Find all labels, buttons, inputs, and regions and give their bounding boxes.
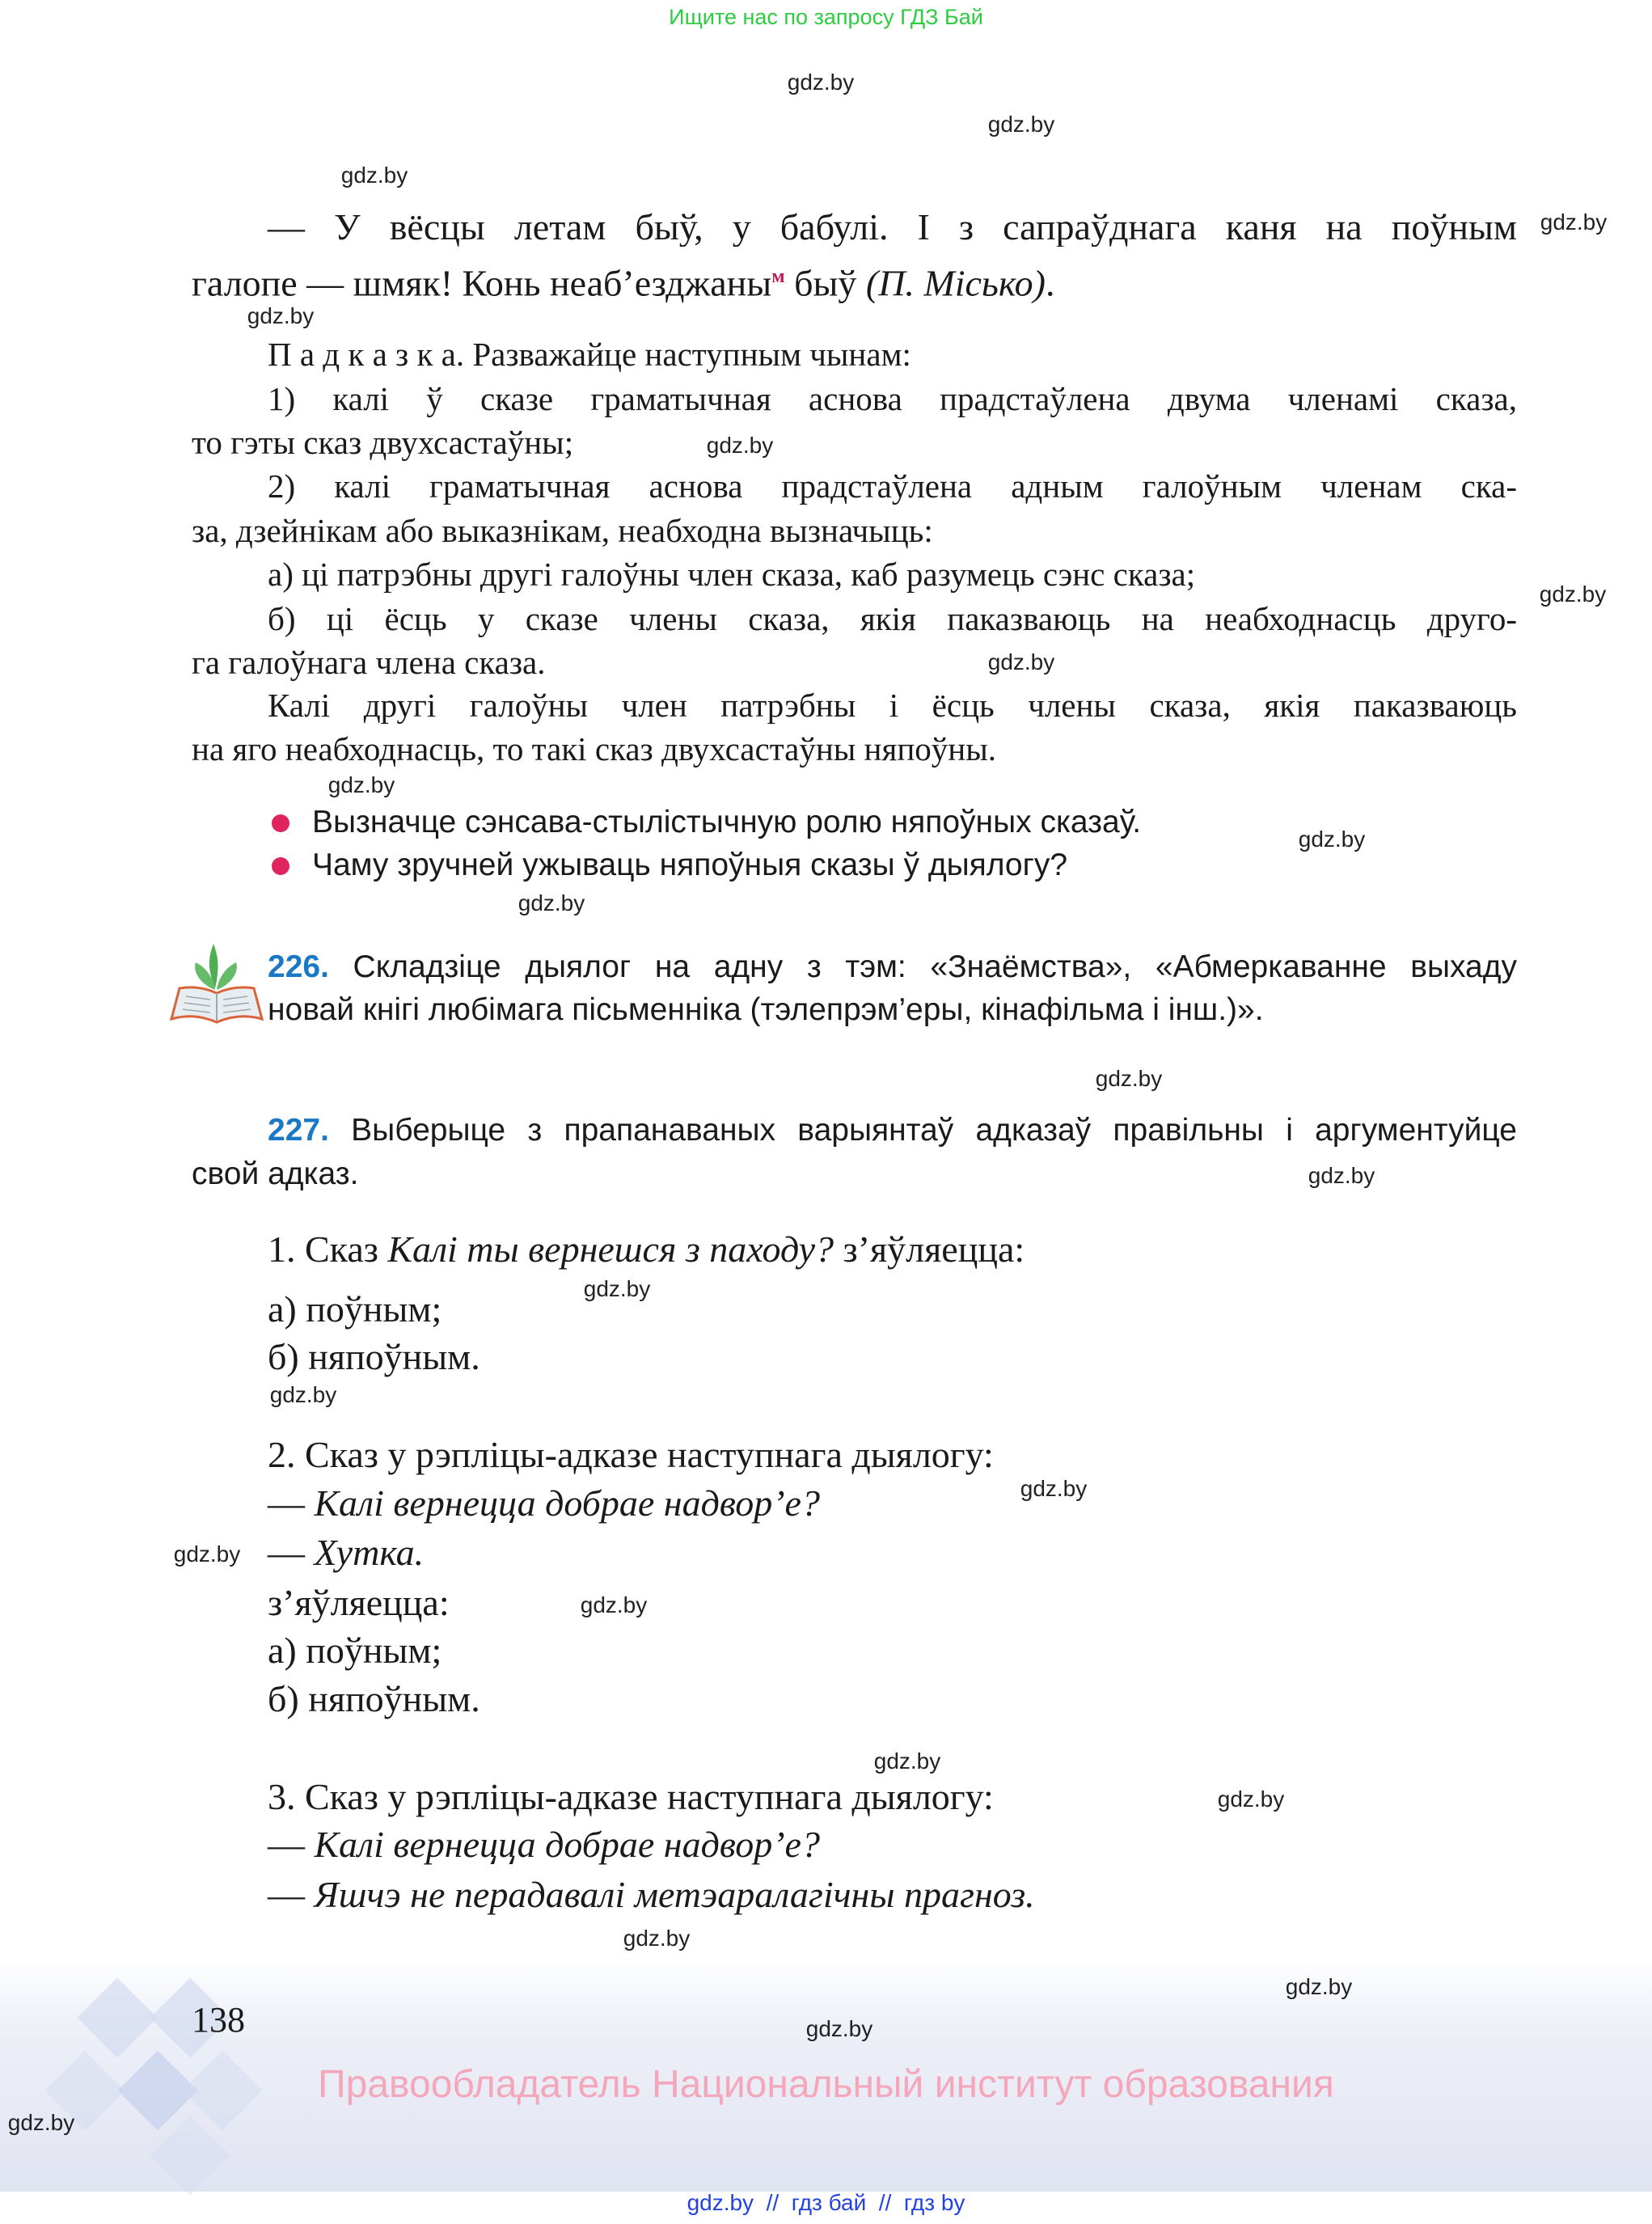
dash: — bbox=[268, 1482, 315, 1524]
watermark: gdz.by bbox=[518, 890, 585, 915]
quote-author: (П. Місько) bbox=[865, 262, 1046, 304]
book-sprout-icon bbox=[168, 940, 265, 1024]
task-sentence: Калі ты вернешся з паходу? bbox=[387, 1228, 834, 1270]
task-text: з’яўляецца: bbox=[834, 1228, 1025, 1270]
watermark: gdz.by bbox=[1298, 827, 1366, 852]
watermark: gdz.by bbox=[1217, 1786, 1285, 1812]
task-2-option-b[interactable]: б) няпоўным. bbox=[268, 1678, 480, 1719]
footer-links[interactable]: gdz.by // гдз бай // гдз by bbox=[687, 2190, 965, 2215]
question-text: Чаму зручней ужываць няпоўныя сказы ў дыялогу? bbox=[312, 848, 1068, 882]
dash: — bbox=[268, 1532, 315, 1573]
watermark: gdz.by bbox=[580, 1592, 648, 1617]
task-2-option-a[interactable]: а) поўным; bbox=[268, 1630, 442, 1671]
watermark: gdz.by bbox=[269, 1382, 337, 1407]
task-1 bbox=[268, 1225, 1593, 1274]
task-2: 2. Сказ у рэпліцы-адказе наступнага дыялогу: bbox=[268, 1434, 994, 1475]
task-3-dialog-line bbox=[268, 1820, 1593, 1869]
watermark: gdz.by bbox=[327, 772, 395, 797]
exercise-226 bbox=[268, 945, 1517, 989]
watermark: gdz.by bbox=[1540, 209, 1608, 235]
task-1-option-b[interactable]: б) няпоўным. bbox=[268, 1336, 480, 1377]
watermark: gdz.by bbox=[706, 433, 774, 458]
hint-line: 2) калі граматычная аснова прадстаўлена адным галоўным членам ска- bbox=[268, 467, 1517, 505]
watermark: gdz.by bbox=[987, 649, 1055, 674]
copyright-notice: Правообладатель Национальный институт образования bbox=[318, 2063, 1334, 2106]
dialog-question: Калі вернецца добрае надвор’е? bbox=[314, 1824, 820, 1865]
quote-text: . bbox=[1045, 262, 1055, 304]
dialog-question: Калі вернецца добрае надвор’е? bbox=[314, 1482, 820, 1524]
task-1-option-a[interactable]: а) поўным; bbox=[268, 1288, 442, 1330]
quote-line-1: — У вёсцы летам быў, у бабулі. І з сапраўднага каня на поўным bbox=[268, 206, 1517, 247]
task-2-verb: з’яўляецца: bbox=[268, 1582, 450, 1623]
watermark: gdz.by bbox=[7, 2110, 75, 2135]
dialog-answer: Яшчэ не перадавалі метэаралагічны прагноз. bbox=[314, 1874, 1035, 1915]
hint-line: то гэты сказ двухсастаўны; bbox=[192, 424, 574, 461]
watermark: gdz.by bbox=[1539, 581, 1607, 607]
watermark: gdz.by bbox=[987, 112, 1055, 137]
watermark: gdz.by bbox=[805, 2016, 873, 2041]
watermark: gdz.by bbox=[1285, 1974, 1353, 1999]
hint-line: на яго неабходнасць, то такі сказ двухсастаўны няпоўны. bbox=[192, 730, 997, 767]
question-item bbox=[312, 801, 1242, 844]
exercise-227 bbox=[268, 1109, 1517, 1152]
task-2-dialog-line bbox=[268, 1528, 543, 1577]
decor-diamond bbox=[150, 2116, 230, 2196]
task-3: 3. Сказ у рэпліцы-адказе наступнага дыялогу: bbox=[268, 1776, 994, 1817]
decor-diamond bbox=[78, 1978, 158, 2058]
hint-label: П а д к а з к а. bbox=[268, 336, 465, 373]
bullet-icon bbox=[272, 814, 289, 832]
hint-text: Разважайце наступным чынам: bbox=[464, 336, 911, 373]
watermark: gdz.by bbox=[623, 1926, 691, 1951]
question-item bbox=[312, 844, 1242, 887]
hint-heading bbox=[192, 332, 1517, 376]
dash: — bbox=[268, 1824, 315, 1865]
hint-line: га галоўнага члена сказа. bbox=[192, 644, 546, 681]
bullet-icon bbox=[272, 857, 289, 875]
exercise-text: Выберыце з прапанаваных варыянтаў адказаў правільны і аргументуйце bbox=[328, 1113, 1517, 1148]
watermark: gdz.by bbox=[787, 70, 855, 95]
dialog-answer: Хутка. bbox=[314, 1532, 425, 1573]
page-number: 138 bbox=[192, 2000, 245, 2040]
quote-text: галопе — шмяк! Конь неаб’езджаны bbox=[192, 262, 772, 304]
hint-line: Калі другі галоўны член патрэбны і ёсць члены сказа, якія паказваюць bbox=[268, 687, 1517, 724]
task-3-dialog-line bbox=[268, 1871, 1593, 1919]
watermark: gdz.by bbox=[1308, 1163, 1375, 1188]
hint-line: а) ці патрэбны другі галоўны член сказа, каб разумець сэнс сказа; bbox=[268, 556, 1196, 593]
watermark: gdz.by bbox=[247, 303, 315, 328]
watermark: gdz.by bbox=[173, 1541, 241, 1567]
watermark: gdz.by bbox=[1020, 1476, 1088, 1501]
top-banner[interactable]: Ищите нас по запросу ГДЗ Бай bbox=[669, 5, 983, 29]
dash: — bbox=[268, 1874, 315, 1915]
task-2-dialog-line bbox=[268, 1479, 955, 1528]
quote-text: быў bbox=[784, 262, 866, 304]
exercise-226-line-2: новай кнігі любімага пісьменніка (тэлепрэм’еры, кінафільма і інш.)». bbox=[268, 992, 1264, 1027]
task-text: 1. Сказ bbox=[268, 1228, 388, 1270]
quote-line-2 bbox=[192, 252, 1517, 307]
exercise-number: 227. bbox=[268, 1113, 329, 1148]
hint-line: 1) калі ў сказе граматычная аснова прадстаўлена двума членамі сказа, bbox=[268, 380, 1517, 417]
watermark: gdz.by bbox=[340, 163, 408, 188]
hint-line: за, дзейнікам або выказнікам, неабходна вызначыць: bbox=[192, 512, 933, 549]
exercise-text: Складзіце дыялог на адну з тэм: «Знаёмства», «Абмеркаванне выхаду bbox=[328, 949, 1517, 984]
watermark: gdz.by bbox=[583, 1276, 651, 1301]
watermark: gdz.by bbox=[873, 1748, 941, 1774]
exercise-227-line-2: свой адказ. bbox=[192, 1156, 359, 1191]
hint-line: б) ці ёсць у сказе члены сказа, якія паказваюць на неабходнасць друго- bbox=[268, 600, 1517, 637]
exercise-number: 226. bbox=[268, 949, 329, 984]
footnote-marker: м bbox=[771, 266, 785, 287]
watermark: gdz.by bbox=[1095, 1066, 1163, 1091]
question-text: Вызначце сэнсава-стылістычную ролю няпоўных сказаў. bbox=[312, 805, 1142, 839]
